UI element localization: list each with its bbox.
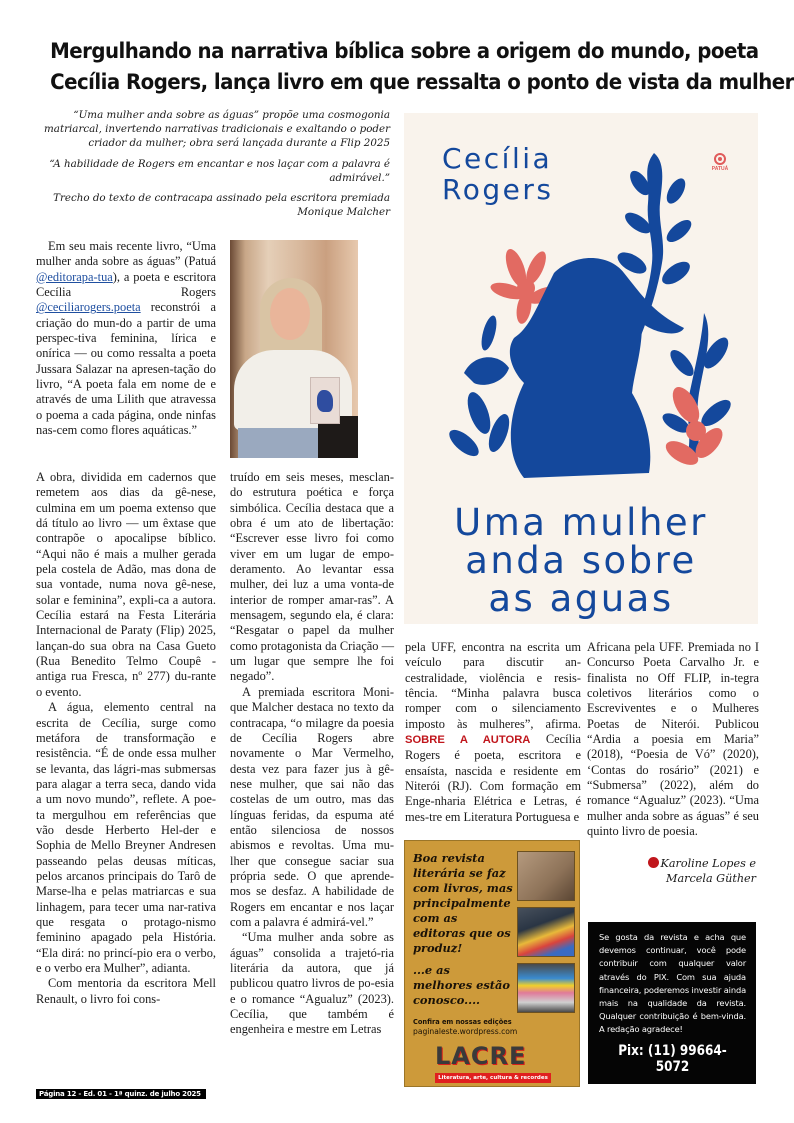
publisher-logo (709, 153, 731, 172)
about-author-kicker: SOBRE A AUTORA (405, 734, 531, 747)
deck-summary: “Uma mulher anda sobre as águas” propõe uma cosmogonia matriarcal, invertendo narrativas tradicionais e exaltando o poder criador da mulher; obra será lançada durante a Flip 2025 (44, 109, 390, 150)
text-run: pela UFF, encontra na escrita um veículo para discutir an-cestralidade, violência e resis-tência. “Minha palavra busca romper com o silenciamento imposto às mulheres”, afirma. (405, 640, 581, 731)
ad-brand-logo (435, 1040, 551, 1070)
cover-author-line-1: Cecília (442, 142, 553, 175)
ad-photo-package (517, 851, 575, 901)
ad-slogan: Boa revista literária se faz com livros, mas principalmente com as editoras que os produz! (413, 851, 513, 955)
ad-site-link[interactable]: paginaleste.wordpress.com (413, 1027, 518, 1036)
text-run: reconstrói a criação do mun-do a partir de uma perspec-tiva feminina, lírica e onírica — ou como ressalta a poeta Jussara Salazar na apresen-tação do livro, “A poeta fala em nome de e através de uma Lilith que atravessa o poema a cada página, onde ninfas nas-cem como flores aquáticas.” (36, 300, 216, 438)
donation-box (588, 922, 756, 1084)
article-paragraph-4: A premiada escritora Moni-que Malcher destaca no texto da contracapa, “o milagre da poesia de Cecília Rogers abre novamente o Mar Vermelho, desta vez para fazer jus à gê-nese mulher, que sai não das costelas de um outro, mas das línguas feridas, da espuma até então silenciosa de nossos abismos e revoltas. Uma mu-lher que consegue saciar sua própria sede. O que aprende-mos se desfaz. A habilidade de Rogers em encantar e nos laçar com a palavra é admirá-vel.” (230, 684, 394, 929)
cover-title-line-2: anda sobre (465, 539, 697, 582)
page-footer: Página 12 - Ed. 01 - 1ª quinz. de julho 2025 (36, 1089, 206, 1099)
text-run: ), a poeta e escritora Cecília Rogers (36, 269, 216, 300)
byline (615, 856, 756, 886)
book-cover (404, 113, 758, 624)
advertisement-lacre[interactable] (404, 840, 580, 1087)
pix-number: Pix: (11) 99664-5072 (618, 1042, 727, 1075)
headline-line-1: Mergulhando na narrativa bíblica sobre a origem do mundo, poeta (50, 39, 759, 64)
article-paragraph-3-cont: truído em seis meses, mesclan-do estrutura poética e força simbólica. Cecília destaca que a obra é um ato de libertação: “Escrever esse livro foi como viver em um lugar de empo-deramento. Ao levantar essa mulher, dei luz a uma vonta-de interior de romper amar-ras”. A mensagem, segundo ela, é clara: “Resgatar o papel da mulher como protagonista da Criação — um lugar que sempre lhe foi negado”. (230, 470, 394, 684)
cover-title-line-3: as aguas (488, 577, 674, 620)
donation-message: Se gosta da revista e acha que devemos continuar, você pode contribuir com qualquer valor através do PIX. Com sua ajuda financeira, poderemos investir ainda mais na qualidade da revista. Qualquer contribuição é bem-vinda. A redação agradece! (599, 932, 746, 1035)
publisher-logo-icon (714, 153, 726, 165)
article-paragraph-3: Com mentoria da escritora Mell Renault, o livro foi cons- (36, 976, 216, 1006)
byline-line-1: Karoline Lopes e (660, 857, 756, 870)
photo-skirt (238, 428, 318, 458)
article-column-2 (230, 470, 394, 1038)
byline-dot-icon (648, 857, 659, 868)
photo-face (270, 288, 310, 340)
ad-tagline: Literatura, arte, cultura & recordes (435, 1073, 551, 1083)
headline-line-2: Cecília Rogers, lança livro em que ressalta o ponto de vista da mulher (50, 70, 794, 95)
cover-title (404, 501, 758, 620)
text-run: Em seu mais recente livro, “Uma mulher anda sobre as águas” (Patuá (36, 239, 216, 269)
deck-quote: “A habilidade de Rogers em encantar e nos laçar com a palavra é admirável.” (49, 157, 390, 184)
article-paragraph-1-cont: A obra, dividida em cadernos que remetem aos dias da gê-nese, culmina em um poema extenso que dá título ao livro — um êxtase que contrapõe o apocalipse bíblico. “Aqui não é mais a mulher gerada pela costela de Adão, mas dona de sua vontade, numa nova gê-nese, solar e feminina”, expli-ca a autora. Cecília estará na Festa Literária Internacional de Paraty (Flip) 2025, lançan-do sua obra na Casa Gueto (Rua Benedito Telmo Coupê - antiga rua Fresca, nº 277) du-rante o evento. (36, 470, 216, 699)
about-author-cont: Africana pela UFF. Premiada no I Concurso Poeta Carvalho Jr. e finalista no Off FLIP, in-tegra coletivos literários como o Escreviventes e o Mulheres Poetas de Niterói. Publicou “Ardia a poesia em Maria” (2018), “Poesia de Vó” (2020), ‘Contas do rosário” (2021) e “Submersa” (2022), além do romance “Agualuz” (2023). “Uma mulher anda sobre as águas” é seu quinto livro de poesia. (587, 640, 759, 839)
link-editora-patua[interactable]: @editorapa-tua (36, 269, 113, 284)
byline-line-2: Marcela Güther (666, 872, 756, 885)
article-column-1-top (36, 239, 216, 438)
photo-held-book (310, 377, 340, 424)
ad-cta: Confira em nossas edições (413, 1018, 512, 1026)
publisher-name: PATUÁ (711, 166, 729, 172)
author-photo (230, 240, 358, 458)
cover-author (442, 143, 553, 205)
article-paragraph-1 (36, 239, 216, 438)
ad-brand: LACRE (435, 1042, 527, 1070)
text-run: Cecília Rogers é poeta, escritora e ensaísta, nascida e residente em Niterói (RJ). Com formação em Enge-nharia Elétrica e Letras, é mes-tre em Literatura Portuguesa e (405, 732, 581, 824)
headline (50, 36, 794, 98)
seaweed-left-icon (445, 389, 513, 460)
article-paragraph-5-cont (405, 640, 581, 825)
article-column-4 (587, 640, 759, 839)
deck (36, 108, 390, 225)
article-column-1-bottom (36, 470, 216, 1007)
link-cecilia-rogers-instagram[interactable]: @ceciliarogers.poeta (36, 300, 141, 315)
cover-title-line-1: Uma mulher (454, 501, 708, 544)
ad-photo-magazines (517, 963, 575, 1013)
ad-slogan-2: ...e as melhores estão conosco.... (413, 963, 511, 1007)
ad-photo-books (517, 907, 575, 957)
cover-author-line-2: Rogers (442, 173, 554, 206)
article-column-3 (405, 640, 581, 825)
article-paragraph-5: “Uma mulher anda sobre as águas” consolida a trajetó-ria literária da autora, que já publicou quatro livros de po-esia e o romance “Agualuz” (2023). Cecília, que também é engenheira e mestre em Letras (230, 930, 394, 1037)
deck-attribution: Trecho do texto de contracapa assinado pela escritora premiada Monique Malcher (53, 192, 390, 219)
article-paragraph-2: A água, elemento central na escrita de Cecília, surge como metáfora de transformação e resistência. “É de onde essa mulher se levanta, das lágri-mas submersas para alagar a terra seca, dando vida a um novo mundo”, reflete. A poe-ta mergulhou em referências que vão desde Herberto Hel-der e Sophia de Mello Breyner Andresen passeando pelas deusas míticas, pelos arcanos principais do Tarô de Marse-lha e pelas matriarcas e sua linhagem, para tecer uma nar-rativa que resgata o protago-nismo feminino apagado pela História. “Ela dirá: no princí-pio era o verbo, e o verbo era Mulher”, adianta. (36, 700, 216, 975)
